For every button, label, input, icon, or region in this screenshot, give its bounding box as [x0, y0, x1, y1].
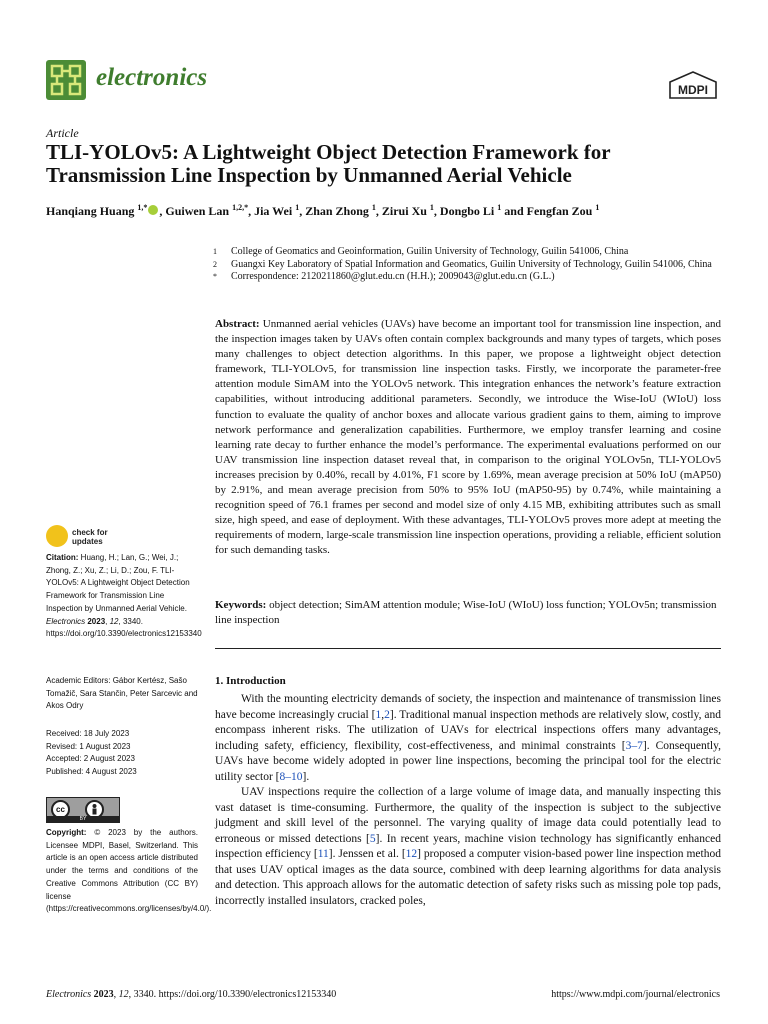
- by-label: BY: [47, 816, 119, 822]
- reference-link[interactable]: 12: [405, 848, 418, 860]
- orcid-icon[interactable]: [148, 205, 158, 215]
- abstract-text: Unmanned aerial vehicles (UAVs) have become an important tool for transmission line inspection, and the inspection images taken by UAVs often contain complex backgrounds and many types of targets, which poses many challenges to object detection algorithms. In this paper, we propose a lightweight object detection framework, TLI-YOLOv5, for transmission line inspection tasks. Firstly, we incorporate the parameter-free attention module SimAM into the YOLOv5 network. This integration enhances the network’s feature extraction capabilities, without introducing additional parameters. Secondly, we introduce the Wise-IoU (WIoU) loss function to evaluate the quality of anchor boxes and allocate various gradient gains to them, aiming to improve network performance and generalization capabilities. Furthermore, we employ transfer learning and cosine learning rate decay to further enhance the model’s performance. The experimental evaluations performed on our UAV transmission line inspection dataset reveal that, in comparison to the original YOLOv5n, TLI-YOLOv5 increases precision by 0.40%, recall by 4.01%, F1 score by 1.69%, mean average precision at 50% IoU (mAP50) by 2.91%, and mean average precision from 50% to 95% IoU (mAP50-95) by 0.74%, while maintaining a recognition speed of 76.1 frames per second and model size of only 4.15 MB, exhibiting attributes such as small size, high speed, and ease of deployment. With these advantages, TLI-YOLOv5 proves more adept at meeting the requirements of modern, large-scale transmission line inspection operations, providing a reliable, efficient solution for such demanding tasks.: [215, 318, 721, 557]
- footer-doi[interactable]: , 3340. https://doi.org/10.3390/electronics12153340: [128, 989, 337, 1000]
- copyright-text: © 2023 by the authors. Licensee MDPI, Basel, Switzerland. This article is an open access article distributed under the terms and conditions of the Creative Commons Attribution (CC BY) license (https://creativecommons.org/licenses/by/4.0/).: [46, 828, 212, 914]
- citation-block: Citation: Huang, H.; Lan, G.; Wei, J.; Zhong, Z.; Xu, Z.; Li, D.; Zou, F. TLI-YOLOv5: A Lightweight Object Detection Framework for Transmission Line Inspection by Unmanned Aerial Vehicle. Electronics 2023, 12, 3340. https://doi.org/10.3390/electronics12153340: [46, 553, 202, 639]
- check-updates-line2: updates: [72, 537, 103, 546]
- publisher-name: MDPI: [678, 83, 708, 97]
- author-affiliation-sup: 1: [497, 203, 502, 212]
- date-received: Received: 18 July 2023: [46, 729, 130, 738]
- check-for-updates-button[interactable]: [46, 525, 126, 549]
- affiliation-number: 1: [213, 247, 217, 256]
- author-affiliation-sup: 1: [295, 203, 300, 212]
- abstract-label: Abstract:: [215, 318, 260, 330]
- cc-icon: cc: [51, 800, 70, 819]
- reference-link[interactable]: 1: [375, 708, 382, 721]
- citation-year: 2023: [87, 616, 106, 626]
- affiliations: [213, 246, 713, 284]
- intro-paragraph-2: UAV inspections require the collection of a large volume of image data, and manually inspecting this vast dataset is time-consuming. Furthermore, the quality of the inspection is subject to the subjective judgment and skill level of the personnel. The varying quality of image data could potentially lead to erroneous or missed detections [5]. In recent years, machine vision technology has significantly enhanced inspection efficiency [11]. Jenssen et al. [12] proposed a computer vision-based power line inspection method that uses UAV optical images as the data source, combined with deep learning algorithms for data analysis and detection. This approach allows for the automatic detection of safety risks such as missing pole top pads, incorrectly installed insulators, cracked poles,: [215, 786, 721, 907]
- section-divider: [215, 648, 721, 649]
- check-updates-icon: [46, 525, 68, 547]
- intro-body: [215, 692, 721, 909]
- affiliation-number: *: [213, 272, 217, 281]
- footer-citation: Electronics 2023, 12, 3340. https://doi.org/10.3390/electronics12153340: [46, 989, 337, 1000]
- author-name: Zhan Zhong: [305, 204, 372, 218]
- journal-name: electronics: [96, 64, 208, 91]
- academic-editors: Academic Editors: Gábor Kertész, Sašo Tomažič, Sara Stančin, Peter Sarcevic and Akos Odry: [46, 676, 198, 711]
- dates-block: [46, 728, 198, 779]
- author-affiliation-sup: 1,2,*: [232, 203, 249, 212]
- cc-by-license-badge[interactable]: [46, 797, 120, 823]
- author-name: Fengfan Zou: [526, 204, 596, 218]
- author-name: Dongbo Li: [439, 204, 498, 218]
- intro-heading: 1. Introduction: [215, 675, 286, 687]
- keywords-label: Keywords:: [215, 599, 267, 611]
- check-updates-line1: check for: [72, 528, 108, 537]
- author-affiliation-sup: 1,*: [137, 203, 148, 212]
- affiliation-text: College of Geomatics and Geoinformation, Guilin University of Technology, Guilin 541006, China: [231, 246, 629, 257]
- affiliation-row: [213, 271, 713, 284]
- author-name: Jia Wei: [254, 204, 296, 218]
- reference-link[interactable]: 3–7: [625, 739, 643, 752]
- affiliation-text: Correspondence: 2120211860@glut.edu.cn (H.H.); 2009043@glut.edu.cn (G.L.): [231, 271, 555, 282]
- author-list: Hanqiang Huang $^{1,*}$ , Guiwen Lan $^{1,2,*}$, Jia Wei $^1$, Zhan Zhong $^1$, Zirui Xu $^1$, Dongbo Li $^1$ and Fengfan Zou $^1$: [46, 203, 600, 218]
- citation-journal: Electronics: [46, 616, 86, 626]
- keywords-text: object detection; SimAM attention module; Wise-IoU (WIoU) loss function; YOLOv5n; transmission line inspection: [215, 599, 717, 627]
- mdpi-logo-icon: [666, 70, 720, 102]
- affiliation-row: [213, 259, 713, 272]
- footer-volume: 12: [118, 989, 129, 1000]
- affiliation-row: [213, 246, 713, 259]
- author-affiliation-sup: 1: [595, 203, 600, 212]
- citation-text: Huang, H.; Lan, G.; Wei, J.; Zhong, Z.; Xu, Z.; Li, D.; Zou, F. TLI-YOLOv5: A Lightweight Object Detection Framework for Transmission Line Inspection by Unmanned Aerial Vehicle.: [46, 553, 190, 613]
- affiliation-text: Guangxi Key Laboratory of Spatial Information and Geomatics, Guilin University of Technology, Guilin 541006, China: [231, 258, 712, 270]
- intro-paragraph-1: With the mounting electricity demands of society, the inspection and maintenance of transmission lines have become increasingly crucial [1,2]. Traditional manual inspection methods are relatively slow, costly, and encompass inherent risks. The utilization of UAVs for electrical inspections offers many advantages, including safety, efficiency, flexibility, cost-effectiveness, and minimal constraints [3–7]. Consequently, UAVs have become widely adopted in power line inspections, becoming the principal tool for the electric utility sector [8–10].: [215, 693, 722, 783]
- author-affiliation-sup: 1: [429, 203, 434, 212]
- footer-url[interactable]: https://www.mdpi.com/journal/electronics: [551, 989, 720, 1000]
- author-name: Zirui Xu: [381, 204, 430, 218]
- article-type: Article: [46, 126, 79, 140]
- author-name: Hanqiang Huang: [46, 204, 138, 218]
- reference-link[interactable]: 8–10: [279, 770, 303, 783]
- reference-link[interactable]: 5: [369, 832, 376, 845]
- reference-link[interactable]: 11: [317, 848, 329, 860]
- affiliation-number: 2: [213, 259, 217, 269]
- citation-label: Citation:: [46, 553, 79, 562]
- date-accepted: Accepted: 2 August 2023: [46, 754, 135, 764]
- copyright-label: Copyright:: [46, 828, 87, 837]
- date-published: Published: 4 August 2023: [46, 767, 137, 777]
- journal-logo-icon: [46, 60, 86, 100]
- footer-year: 2023: [93, 989, 114, 1000]
- keywords: [215, 598, 721, 628]
- reference-link[interactable]: 2: [384, 708, 390, 721]
- copyright-block: [46, 827, 212, 916]
- article-title: TLI-YOLOv5: A Lightweight Object Detection Framework for Transmission Line Inspection by Unmanned Aerial Vehicle: [46, 140, 611, 187]
- author-name: Guiwen Lan: [165, 204, 233, 218]
- citation-doi[interactable]: , 3340. https://doi.org/10.3390/electronics12153340: [46, 616, 202, 639]
- author-affiliation-sup: 1: [371, 203, 376, 212]
- citation-volume: 12: [109, 616, 119, 626]
- date-revised: Revised: 1 August 2023: [46, 741, 131, 751]
- footer-journal: Electronics: [46, 989, 92, 1000]
- abstract: [215, 317, 721, 559]
